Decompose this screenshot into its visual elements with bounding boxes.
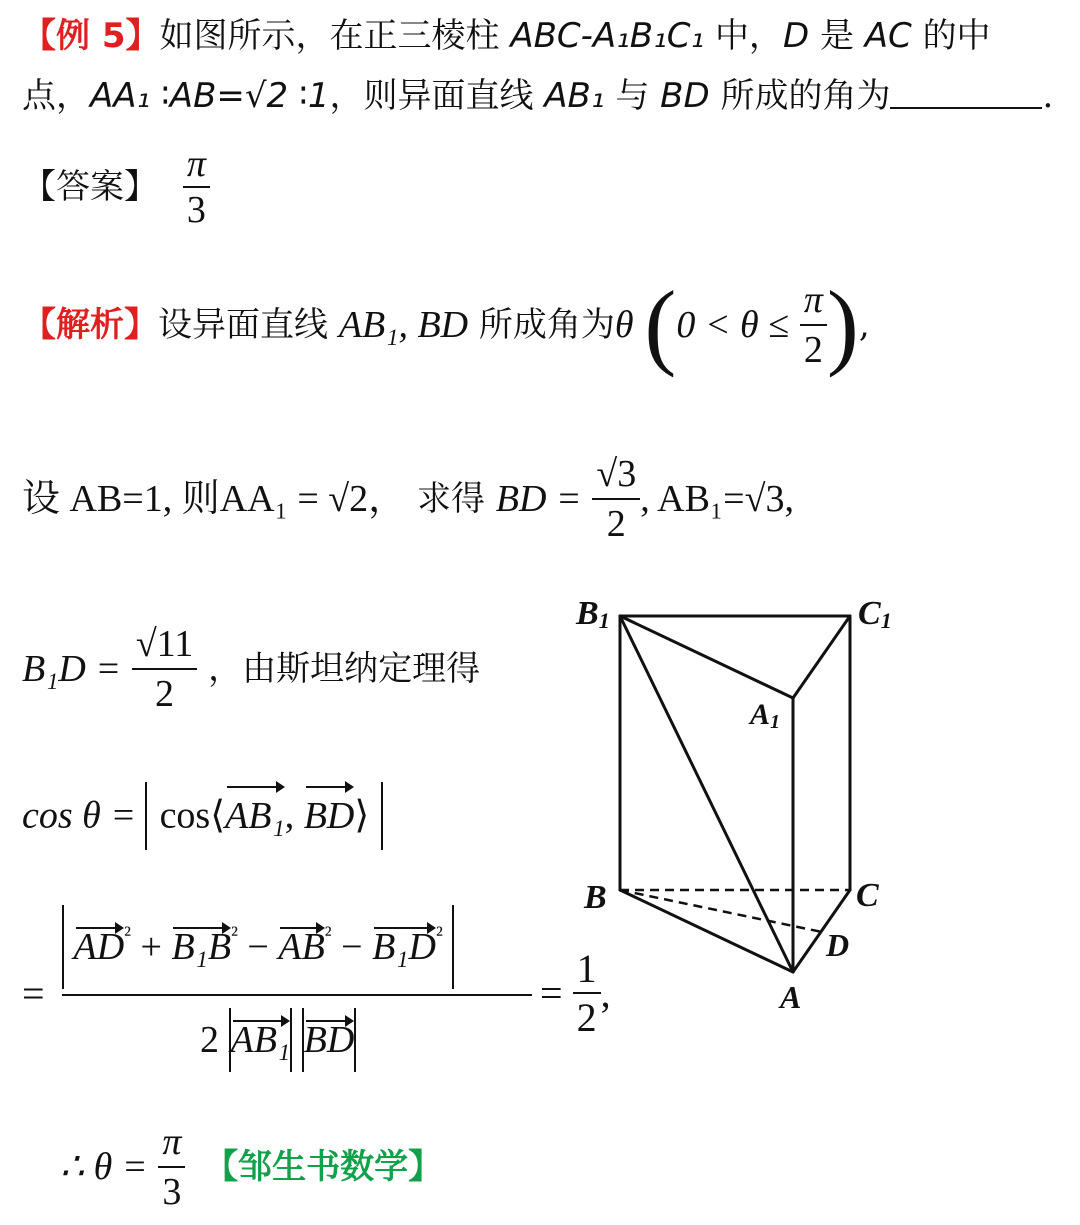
problem-text-3: 是 — [819, 16, 854, 56]
step2-num: √11 — [135, 623, 194, 665]
watermark: 【邹生书数学】 — [204, 1147, 443, 1187]
op-minus-2: − — [341, 926, 363, 968]
op-minus-1: − — [247, 926, 269, 968]
label-b1: B1 — [576, 595, 610, 633]
abs-bar-left — [145, 782, 147, 850]
conclusion-num: π — [162, 1121, 182, 1163]
problem-text-1: 如图所示，在正三棱柱 — [159, 16, 500, 56]
vec-ab: AB — [278, 926, 325, 968]
sq-2: ² — [231, 922, 238, 948]
range-num: π — [803, 279, 823, 321]
problem-end: . — [1042, 76, 1054, 116]
label-d: D — [826, 927, 850, 963]
step3-line — [22, 780, 383, 850]
vec-b1d: B₁D — [372, 926, 436, 968]
problem-text-7: 与 — [615, 76, 650, 116]
step3-close: ⟩ — [354, 794, 370, 837]
step1-tail: , AB₁=√3, — [640, 478, 794, 520]
problem-line-1 — [22, 16, 991, 56]
problem-text-8: 所成的角为 — [720, 76, 891, 116]
example-tag: 【例 5】 — [22, 16, 160, 56]
rhs-eq: = — [540, 970, 563, 1016]
conclusion-line — [60, 1118, 442, 1216]
problem-text-5: 点， — [22, 76, 90, 116]
edge-ba — [620, 890, 793, 972]
vector-ab1: AB₁ — [225, 784, 285, 848]
answer-den: 3 — [183, 186, 210, 232]
vec-b1b: B₁B — [171, 926, 232, 968]
den-bar-2 — [290, 1008, 292, 1072]
step1-num: √3 — [596, 453, 637, 495]
rhs-num: 1 — [576, 946, 597, 991]
rhs-den: 2 — [573, 992, 601, 1041]
op-plus: + — [140, 926, 162, 968]
ratio: AA₁ ∶AB=√2 ∶1 — [90, 76, 330, 116]
problem-text-6: ，则异面直线 — [329, 76, 534, 116]
conclusion-fraction — [158, 1118, 185, 1216]
step1-text-b: 求得 — [416, 479, 485, 519]
vec-ad: AD — [73, 926, 125, 968]
step2-fraction — [132, 620, 197, 718]
label-b: B — [584, 879, 607, 916]
step2-line — [22, 620, 480, 718]
problem-text-2: 中， — [714, 16, 783, 56]
point-d: D — [782, 16, 810, 56]
analysis-comma: , — [858, 305, 870, 345]
step1-den: 2 — [592, 498, 640, 548]
num-bar-right — [452, 905, 454, 989]
den-vec-bd: BD — [303, 1019, 355, 1061]
problem-text-4: 的中 — [922, 16, 991, 56]
step2-text: ，由斯坦纳定理得 — [208, 649, 481, 689]
step2-den: 2 — [132, 668, 197, 718]
step3-lhs: cos θ = — [22, 794, 146, 837]
analysis-line — [22, 271, 870, 378]
range-den: 2 — [800, 324, 827, 374]
range-left: 0 < θ ≤ — [676, 304, 790, 346]
conclusion-den: 3 — [158, 1166, 185, 1216]
segment-ab1: AB₁ — [544, 76, 605, 116]
range-paren-close: ) — [826, 271, 859, 378]
theta: θ — [614, 304, 634, 346]
answer-num: π — [186, 143, 206, 185]
problem-line-2 — [22, 76, 1053, 116]
step3-inner: cos⟨ — [159, 794, 226, 837]
edge-b1a — [620, 616, 793, 972]
segment-ac: AC — [864, 16, 912, 56]
analysis-text-2: 所成角为 — [478, 305, 615, 345]
step1-line — [22, 450, 794, 548]
den-vec-ab1: AB₁ — [230, 1019, 291, 1061]
step4-fraction-bar — [62, 994, 532, 996]
answer-label: 【答案】 — [22, 167, 158, 207]
step3-sep: , — [284, 794, 304, 837]
analysis-tag: 【解析】 — [22, 305, 158, 345]
segment-bd: BD — [660, 76, 710, 116]
step4-denominator — [200, 1008, 356, 1072]
den-bar-4 — [354, 1008, 356, 1072]
prism-name: ABC-A₁B₁C₁ — [510, 16, 705, 56]
analysis-vars: AB₁, BD — [338, 304, 469, 346]
den-coef: 2 — [200, 1019, 219, 1061]
label-c: C — [856, 877, 879, 914]
step4-numerator — [62, 905, 454, 989]
step4-eq: = — [22, 971, 45, 1016]
edge-c1a1 — [793, 616, 850, 698]
label-a1: A1 — [750, 698, 781, 733]
label-c1: C1 — [858, 595, 892, 633]
answer-line — [22, 142, 210, 232]
step2-lhs: B₁D = — [22, 648, 122, 690]
step1-bd: BD = — [495, 478, 582, 520]
conclusion-lhs: ∴ θ = — [60, 1146, 148, 1188]
num-bar-left — [62, 905, 64, 989]
step1-text-a: 设 AB=1, 则AA₁ = √2， — [22, 478, 407, 520]
abs-bar-right — [381, 782, 383, 850]
edge-b1a1 — [620, 616, 793, 698]
sq-4: ² — [435, 922, 443, 948]
range-paren-open: ( — [644, 271, 677, 378]
analysis-text: 设异面直线 — [158, 305, 328, 345]
step1-fraction — [592, 450, 640, 548]
sq-3: ² — [324, 922, 332, 948]
label-a: A — [780, 979, 802, 1015]
vector-bd: BD — [304, 784, 355, 848]
sq-1: ² — [124, 922, 131, 948]
range-fraction — [800, 276, 827, 374]
answer-blank — [890, 77, 1042, 109]
rhs-tail: , — [600, 970, 611, 1016]
answer-fraction — [183, 142, 210, 232]
prism-figure — [560, 580, 920, 1020]
